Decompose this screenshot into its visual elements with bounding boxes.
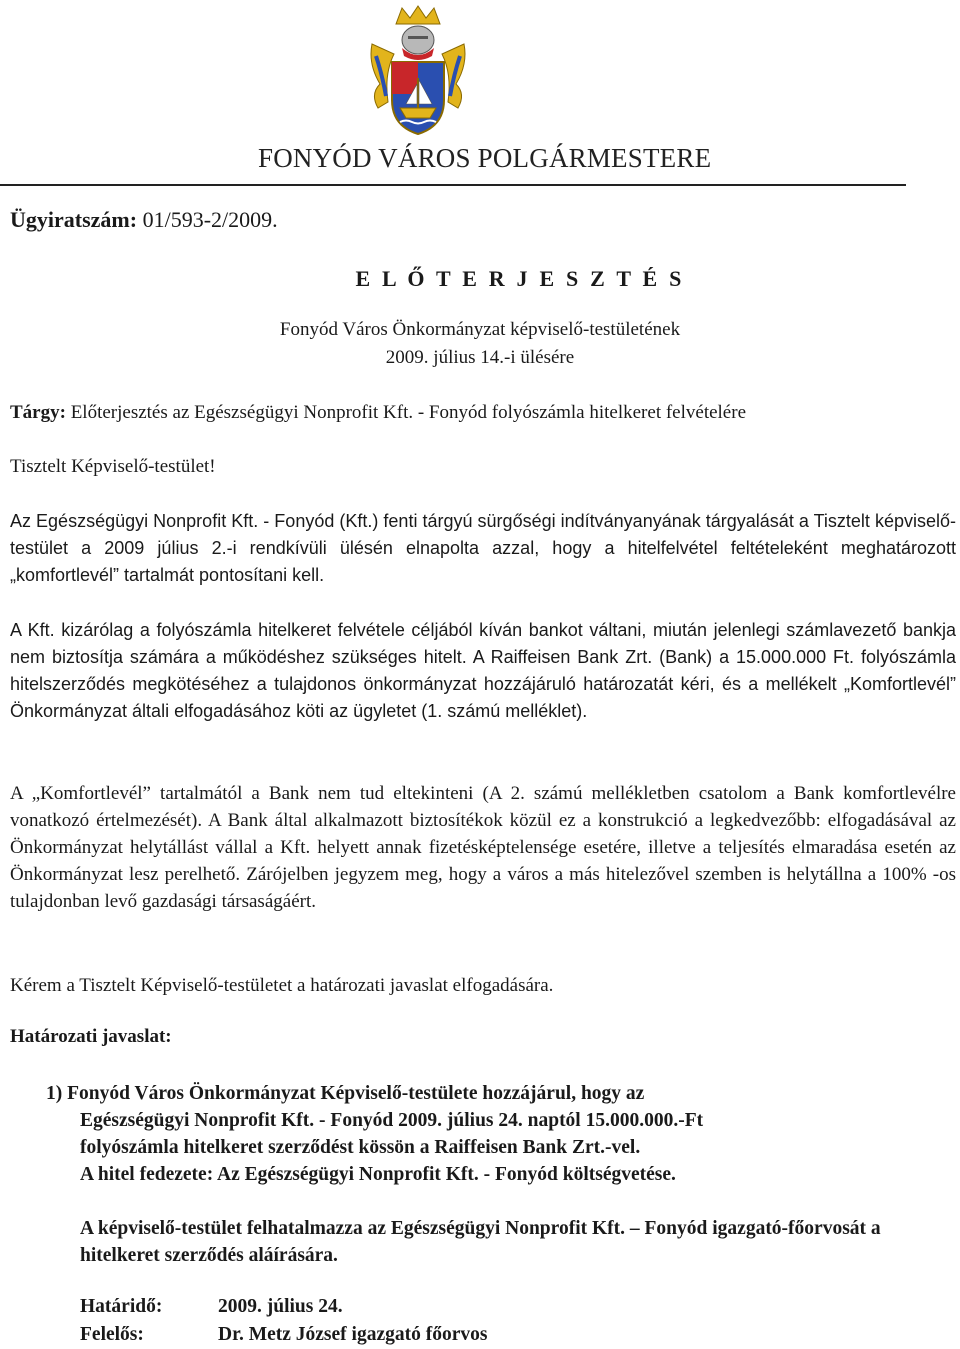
resolution-item-number: 1) <box>46 1083 63 1104</box>
addressee-line-2: 2009. július 14.-i ülésére <box>385 347 575 368</box>
resolution-item-line-1: Fonyód Város Önkormányzat Képviselő-testülete hozzájárul, hogy az <box>67 1083 645 1104</box>
header-divider <box>0 184 906 186</box>
addressee-line-1: Fonyód Város Önkormányzat képviselő-testületének <box>279 319 681 340</box>
paragraph-2: A Kft. kizárólag a folyószámla hitelkeret felvétele céljából kíván bankot váltani, miután jelenlegi számlavezető bankja nem biztosítja számára a működéshez szükséges hitelt. A Raiffeisen Bank Zrt. (Bank) a 15.000.000 Ft. folyószámla hitelszerződés megkötéséhez a tulajdonos önkormányzat hozzájáruló határozatát kéri, és a mellékelt „Komfortlevél” Önkormányzat általi elfogadásához köti az ügyletet (1. számú melléklet). <box>10 620 956 721</box>
subject-text: Előterjesztés az Egészségügyi Nonprofit Kft. - Fonyód folyószámla hitelkeret felvételére <box>70 402 747 423</box>
header-title: FONYÓD VÁROS POLGÁRMESTERE <box>258 143 712 173</box>
paragraph-3: A „Komfortlevél” tartalmától a Bank nem tud eltekinteni (A 2. számú mellékletben csatolom a Bank komfortlevélre vonatkozó értelmezését). A Bank által alkalmazott biztosítékok közül ez a konstrukció a legkedvezőbb: elfogadásával az Önkormányzat helytállást vállal a Kft. helyett annak fizetésképtelensége esetére, illetve a teljesítés elmaradása esetén az Önkormányzat lesz perelhető. Zárójelben jegyzem meg, hogy a város a más hitelezővel szemben is helytállna a 100% -os tulajdonban levő gazdasági társaságáért. <box>10 783 956 912</box>
coat-of-arms <box>366 4 470 136</box>
salutation: Tisztelt Képviselő-testület! <box>10 456 216 477</box>
subject-line <box>10 402 746 424</box>
paragraph-4: Kérem a Tisztelt Képviselő-testületet a határozati javaslat elfogadására. <box>10 975 554 996</box>
resolution-authorization: A képviselő-testület felhatalmazza az Egészségügyi Nonprofit Kft. – Fonyód igazgató-főorvosát a hitelkeret szerződés aláírására. <box>80 1218 881 1266</box>
reference-value: 01/593-2/2009. <box>142 207 278 232</box>
coat-of-arms-icon <box>366 4 470 136</box>
document-title: E L Ő T E R J E S Z T É S <box>355 266 685 291</box>
resolution-item-line-2: Egészségügyi Nonprofit Kft. - Fonyód 2009. július 24. naptól 15.000.000.-Ft <box>80 1110 704 1131</box>
resolution-item-line-3: folyószámla hitelkeret szerződést kössön a Raiffeisen Bank Zrt.-vel. <box>80 1137 641 1158</box>
deadline-label: Határidő: <box>80 1296 163 1317</box>
responsible-value: Dr. Metz József igazgató főorvos <box>218 1324 488 1345</box>
responsible-label: Felelős: <box>80 1324 144 1345</box>
reference-number <box>10 207 278 233</box>
resolution-heading: Határozati javaslat: <box>10 1026 172 1047</box>
reference-label: Ügyiratszám: <box>10 207 138 232</box>
subject-label: Tárgy: <box>10 402 66 423</box>
resolution-item-line-4: A hitel fedezete: Az Egészségügyi Nonprofit Kft. - Fonyód költségvetése. <box>80 1164 676 1185</box>
paragraph-1: Az Egészségügyi Nonprofit Kft. - Fonyód (Kft.) fenti tárgyú sürgőségi indítványanyának tárgyalását a Tisztelt képviselő-testület a 2009 július 2.-i rendkívüli ülésén elnapolta azzal, hogy a hitelfelvétel feltételeként meghatározott „komfortlevél” tartalmát pontosítani kell. <box>10 511 956 585</box>
deadline-value: 2009. július 24. <box>218 1296 343 1317</box>
resolution-item-1 <box>46 1080 946 1107</box>
